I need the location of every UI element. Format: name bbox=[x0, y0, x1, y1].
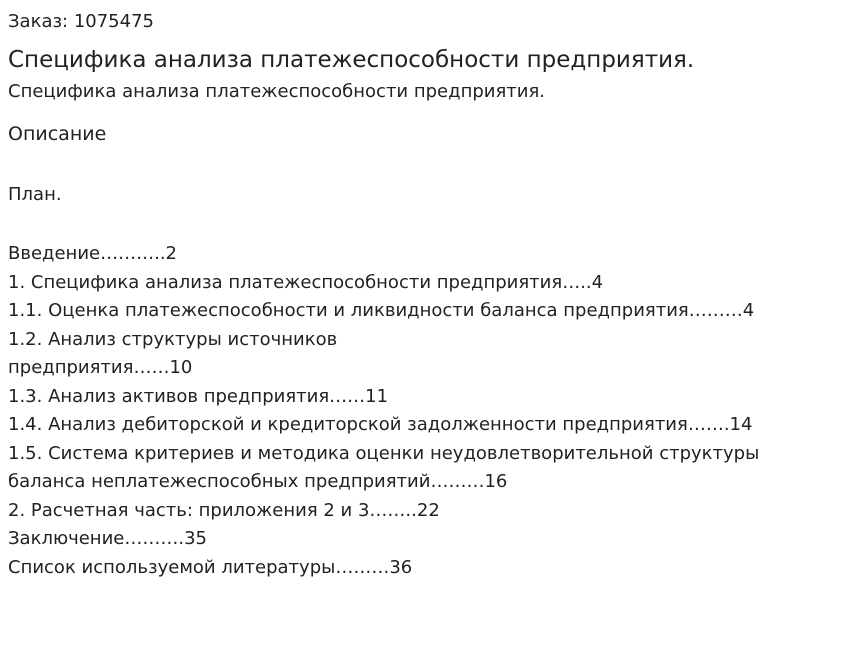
toc-line: 1.4. Анализ дебиторской и кредиторской задолженности предприятия…….14 bbox=[8, 414, 753, 435]
toc-line: 2. Расчетная часть: приложения 2 и 3……..22 bbox=[8, 499, 440, 521]
toc-line: Введение………..2 bbox=[8, 243, 177, 264]
order-number: Заказ: 1075475 bbox=[8, 11, 154, 32]
toc-line: 1.2. Анализ структуры источников bbox=[8, 328, 338, 350]
toc-line: 1. Специфика анализа платежеспособности предприятия…..4 bbox=[8, 271, 604, 293]
page-subtitle: Специфика анализа платежеспособности предприятия. bbox=[8, 81, 546, 102]
toc-line: 1.1. Оценка платежеспособности и ликвидности баланса предприятия………4 bbox=[8, 300, 755, 321]
page-title: Специфика анализа платежеспособности предприятия. bbox=[8, 47, 695, 73]
description-heading: Описание bbox=[8, 123, 107, 145]
toc-line: Список используемой литературы………36 bbox=[8, 556, 413, 578]
toc-line: 1.5. Система критериев и методика оценки неудовлетворительной структуры bbox=[8, 442, 760, 464]
toc-line: Заключение……….35 bbox=[8, 528, 207, 549]
table-of-contents bbox=[8, 240, 839, 582]
toc-line: баланса неплатежеспособных предприятий………16 bbox=[8, 471, 508, 492]
plan-label: План. bbox=[8, 184, 62, 205]
toc-line: 1.3. Анализ активов предприятия……11 bbox=[8, 385, 389, 407]
toc-line: предприятия……10 bbox=[8, 357, 193, 378]
